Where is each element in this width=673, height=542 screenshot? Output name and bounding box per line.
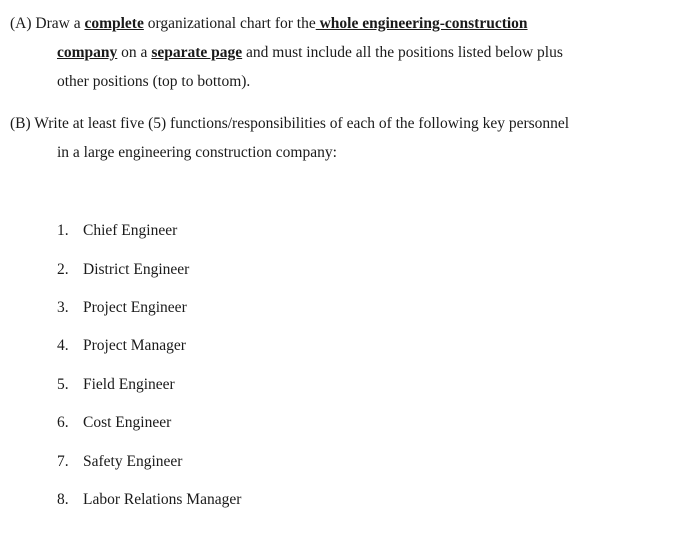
part-a-mid-text-2: on a (117, 44, 152, 61)
list-number: 4. (57, 337, 69, 354)
emphasis-complete: complete (84, 15, 144, 32)
list-item (57, 336, 186, 356)
part-a-suffix: and must include all the positions listed below plus (242, 44, 563, 61)
part-b-line-2: in a large engineering construction company: (57, 144, 337, 161)
list-number: 7. (57, 453, 69, 470)
list-number: 1. (57, 222, 69, 239)
part-a-line-2 (57, 43, 563, 63)
position-title: Safety Engineer (83, 453, 183, 470)
list-item (57, 413, 171, 433)
emphasis-company: company (57, 44, 118, 61)
position-title: Chief Engineer (83, 222, 178, 239)
list-number: 8. (57, 491, 69, 508)
list-number: 5. (57, 376, 69, 393)
list-item (57, 452, 182, 472)
position-title: District Engineer (83, 261, 190, 278)
part-a-line-1 (10, 14, 528, 34)
position-title: Cost Engineer (83, 414, 172, 431)
list-item (57, 490, 241, 510)
position-title: Labor Relations Manager (83, 491, 242, 508)
part-a-mid-text: organizational chart for the (143, 15, 316, 32)
part-a-line-3: other positions (top to bottom). (57, 73, 251, 90)
list-number: 3. (57, 299, 69, 316)
list-item (57, 221, 177, 241)
part-b-line-1: (B) Write at least five (5) functions/responsibilities of each of the following key personnel (10, 115, 570, 132)
emphasis-separate-page: separate page (151, 44, 243, 61)
position-title: Field Engineer (83, 376, 175, 393)
list-number: 6. (57, 414, 69, 431)
list-number: 2. (57, 261, 69, 278)
part-a-prefix: (A) Draw a (10, 15, 85, 32)
list-item (57, 375, 175, 395)
emphasis-whole-company: whole engineering-construction (315, 15, 528, 32)
list-item (57, 260, 189, 280)
list-item (57, 298, 187, 318)
position-title: Project Engineer (83, 299, 187, 316)
position-title: Project Manager (83, 337, 186, 354)
